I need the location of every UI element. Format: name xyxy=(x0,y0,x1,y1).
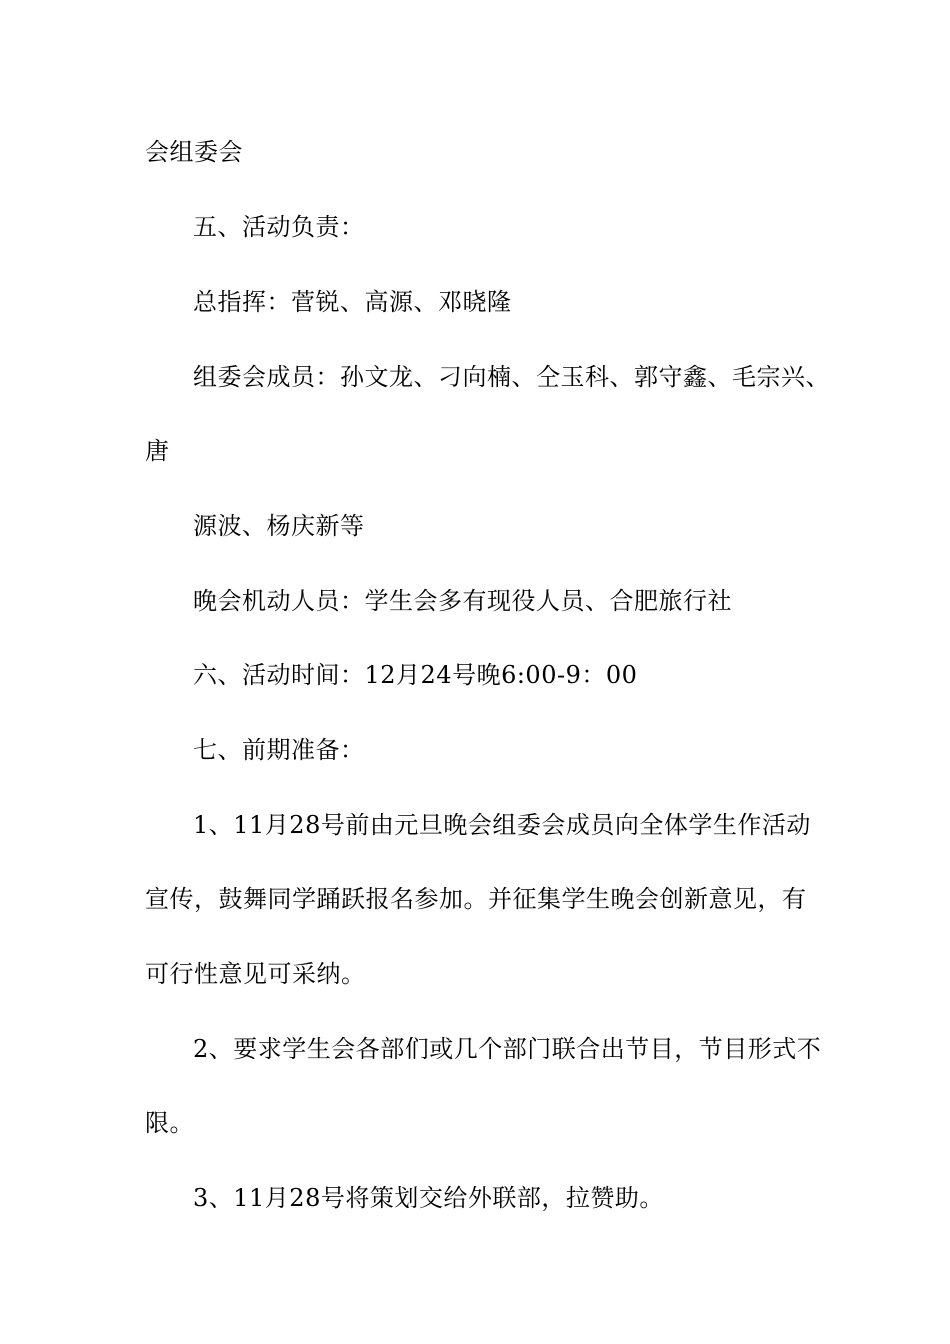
text-line: 可行性意见可采纳。 xyxy=(145,960,366,988)
list-item: 2、要求学生会各部们或几个部门联合出节目，节目形式不 xyxy=(193,1035,822,1063)
list-item: 1、11月28号前由元旦晚会组委会成员向全体学生作活动 xyxy=(193,811,811,839)
section-heading: 五、活动负责： xyxy=(193,213,365,241)
section-heading: 七、前期准备： xyxy=(193,736,365,764)
text-line: 晚会机动人员：学生会多有现役人员、合肥旅行社 xyxy=(193,587,732,615)
text-line: 源波、杨庆新等 xyxy=(193,512,365,540)
text-line: 组委会成员：孙文龙、刁向楠、仝玉科、郭守鑫、毛宗兴、 xyxy=(193,363,830,391)
text-line: 唐 xyxy=(145,437,170,465)
list-item: 3、11月28号将策划交给外联部，拉赞助。 xyxy=(193,1184,664,1212)
text-line: 宣传，鼓舞同学踊跃报名参加。并征集学生晚会创新意见，有 xyxy=(145,885,807,913)
text-line: 限。 xyxy=(145,1109,194,1137)
text-line: 会组委会 xyxy=(145,138,243,166)
section-heading: 六、活动时间：12月24号晚6:00-9：00 xyxy=(193,661,638,689)
text-line: 总指挥：菅锐、高源、邓晓隆 xyxy=(193,288,512,316)
